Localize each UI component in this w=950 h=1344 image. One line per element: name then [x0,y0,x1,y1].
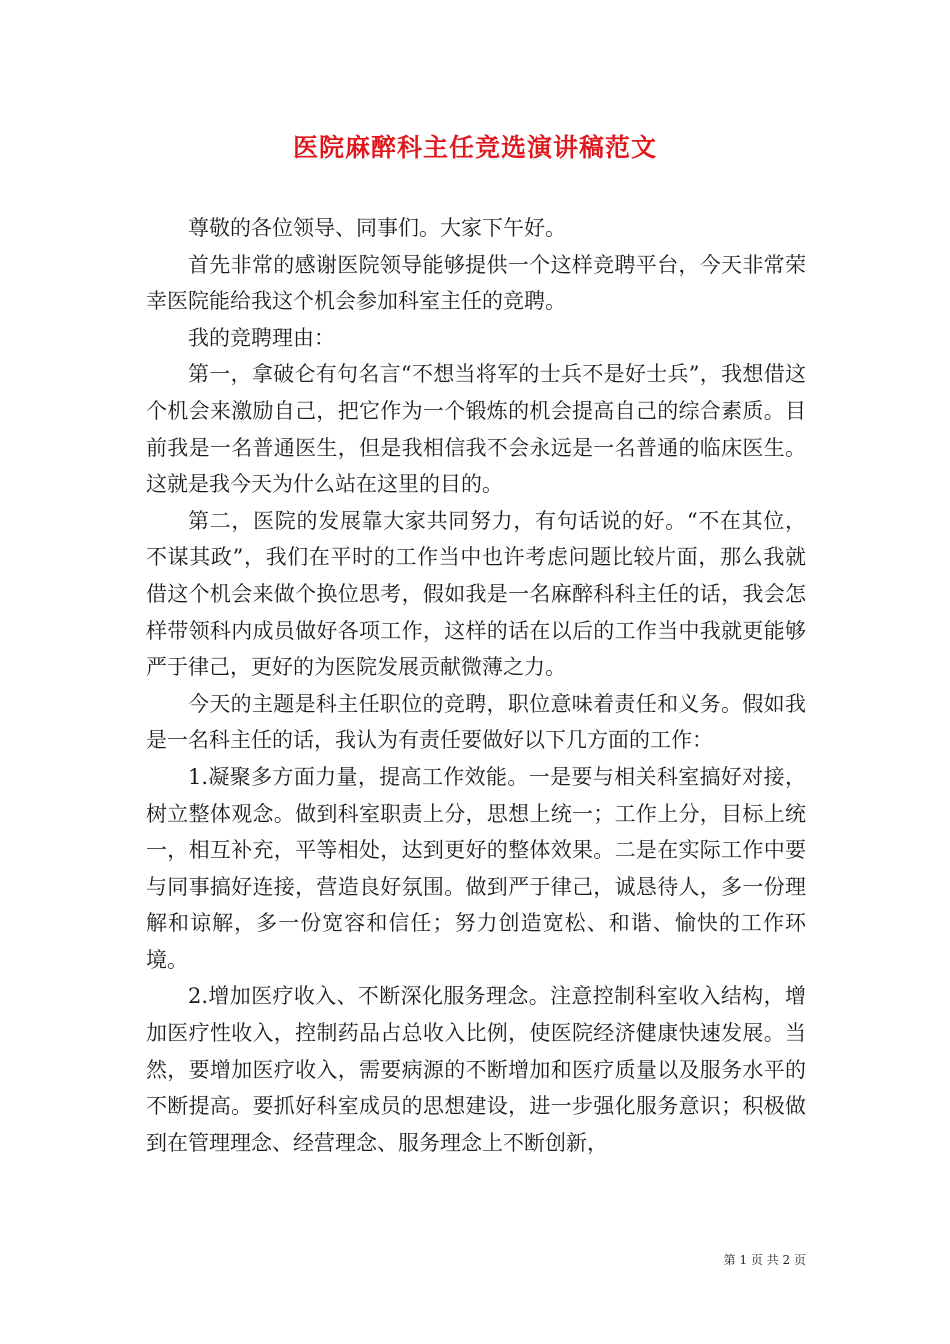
document-body [146,202,806,1161]
paragraph-reasons-heading: 我的竞聘理由： [188,325,335,350]
document-title: 医院麻醉科主任竞选演讲稿范文 [292,133,657,162]
paragraph-theme: 今天的主题是科主任职位的竞聘，职位意味着责任和义务。假如我是一名科主任的话，我认为有责任要做好以下几方面的工作： [146,691,806,753]
paragraph-reason-one: 第一，拿破仑有句名言“不想当将军的士兵不是好士兵”，我想借这个机会来激励自己，把它作为一个锻炼的机会提高自己的综合素质。目前我是一名普通医生，但是我相信我不会永远是一名普通的临床医生。这就是我今天为什么站在这里的目的。 [146,362,806,497]
paragraph-item-two: 2.增加医疗收入、不断深化服务理念。注意控制科室收入结构，增加医疗性收入，控制药品占总收入比例，使医院经济健康快速发展。当然，要增加医疗收入，需要病源的不断增加和医疗质量以及服务水平的不断提高。要抓好科室成员的思想建设，进一步强化服务意识；积极做到在管理理念、经营理念、服务理念上不断创新， [146,984,806,1155]
paragraph-greeting: 尊敬的各位领导、同事们。大家下午好。 [188,216,566,240]
page-number-footer: 第 1 页 共 2 页 [723,1253,806,1267]
paragraph-reason-two: 第二，医院的发展靠大家共同努力，有句话说的好。“不在其位，不谋其政”，我们在平时的工作当中也许考虑问题比较片面，那么我就借这个机会来做个换位思考，假如我是一名麻醉科科主任的话，我会怎样带领科内成员做好各项工作，这样的话在以后的工作当中我就更能够严于律己，更好的为医院发展贡献微薄之力。 [146,508,806,680]
paragraph-item-one: 1.凝聚多方面力量，提高工作效能。一是要与相关科室搞好对接，树立整体观念。做到科室职责上分，思想上统一；工作上分，目标上统一，相互补充，平等相处，达到更好的整体效果。二是在实际工作中要与同事搞好连接，营造良好氛围。做到严于律己，诚恳待人，多一份理解和谅解，多一份宽容和信任；努力创造宽松、和谐、愉快的工作环境。 [146,764,806,972]
paragraph-thanks: 首先非常的感谢医院领导能够提供一个这样竞聘平台，今天非常荣幸医院能给我这个机会参加科室主任的竞聘。 [146,252,806,314]
